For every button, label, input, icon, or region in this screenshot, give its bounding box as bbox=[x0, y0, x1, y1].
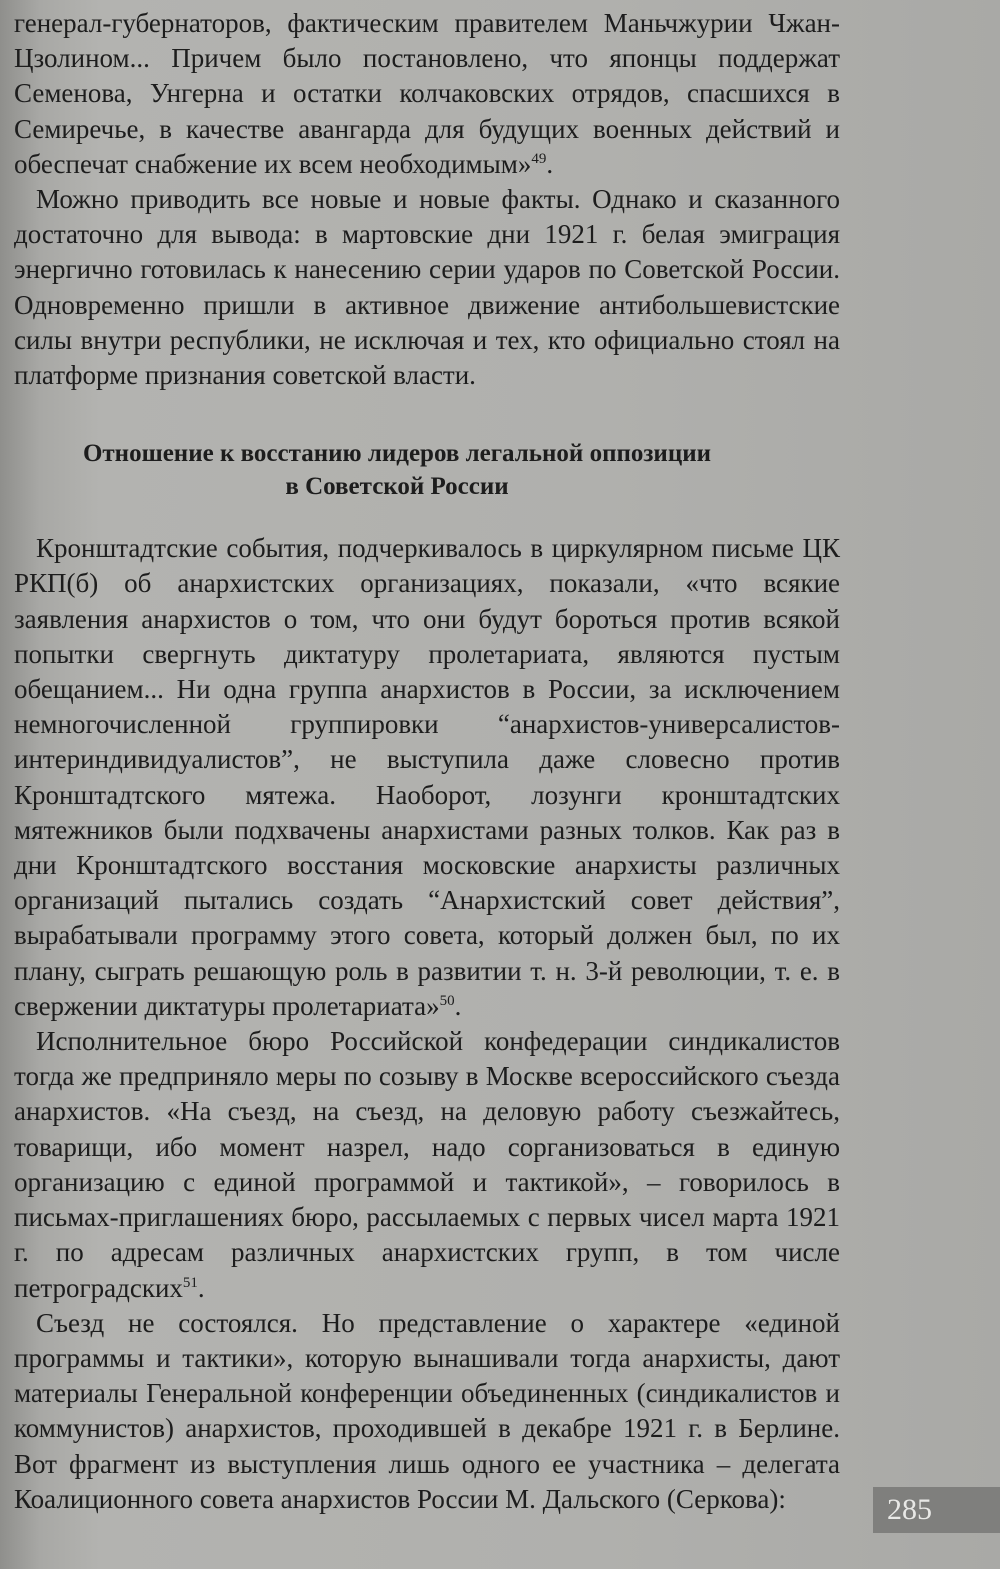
footnote-ref-50[interactable]: 50 bbox=[439, 992, 455, 1009]
paragraph-4-tail: . bbox=[197, 1272, 205, 1303]
paragraph-5 bbox=[14, 1306, 840, 1517]
paragraph-4-text: Исполнительное бюро Российской конфедерации синдикалистов тогда же предприняло меры по созыву в Москве всероссийского съезда анархистов. «На съезд, на съезд, на деловую работу съезжайтесь, товарищи, ибо момент назрел, надо сорганизоваться в единую организацию с единой программой и тактикой», – говорилось в письмах-приглашениях бюро, рассылаемых с первых чисел марта 1921 г. по адресам различных анархистских групп, в том числе петроградских bbox=[14, 1026, 840, 1303]
paragraph-2-text: Можно приводить все новые и новые факты. Однако и сказанного достаточно для вывода: в мартовские дни 1921 г. белая эмиграция энергично готовилась к нанесению серии ударов по Советской России. Одновременно пришли в активное движение антибольшевистские силы внутри республики, не исключая и тех, кто официально стоял на платформе признания советской власти. bbox=[14, 184, 840, 391]
section-heading-line-2: в Советской России bbox=[285, 473, 509, 501]
footnote-ref-49[interactable]: 49 bbox=[531, 150, 547, 167]
page-number: 285 bbox=[873, 1487, 1000, 1533]
paragraph-3-tail: . bbox=[454, 990, 462, 1021]
paragraph-1-text: генерал-губернаторов, фактическим правителем Маньчжурии Чжан-Цзолином... Причем было постановлено, что японцы поддержат Семенова, Унгерна и остатки колчаковских отрядов, спасшихся в Семиречье, в качестве авангарда для будущих военных действий и обеспечат снабжение их всем необходимым» bbox=[14, 8, 840, 179]
section-heading bbox=[14, 437, 840, 503]
page-text bbox=[14, 6, 840, 1517]
paragraph-1 bbox=[14, 6, 840, 182]
paragraph-1-tail: . bbox=[546, 148, 554, 179]
section-heading-line-1: Отношение к восстанию лидеров легальной оппозиции bbox=[82, 440, 712, 468]
paragraph-3-text: Кронштадтские события, подчеркивалось в циркулярном письме ЦК РКП(б) об анархистских организациях, показали, «что всякие заявления анархистов о том, что они будут бороться против всякой попытки свергнуть диктатуру пролетариата, являются пустым обещанием... Ни одна группа анархистов в России, за исключением немногочисленной группировки “анархистов-универсалистов-интериндивидуалистов”, не выступила даже словесно против Кронштадтского мятежа. Наоборот, лозунги кронштадтских мятежников были подхвачены анархистами разных толков. Как раз в дни Кронштадтского восстания московские анархисты различных организаций пытались создать “Анархистский совет действия”, вырабатывали программу этого совета, который должен был, по их плану, сыграть решающую роль в развитии т. н. 3-й революции, т. е. в свержении диктатуры пролетариата» bbox=[14, 533, 840, 1021]
paragraph-5-text: Съезд не состоялся. Но представление о характере «единой программы и тактики», которую вынашивали тогда анархисты, дают материалы Генеральной конференции объединенных (синдикалистов и коммунистов) анархистов, проходившей в декабре 1921 г. в Берлине. Вот фрагмент из выступления лишь одного ее участника – делегата Коалиционного совета анархистов России М. Дальского (Серкова): bbox=[14, 1307, 840, 1514]
footnote-ref-51[interactable]: 51 bbox=[182, 1274, 198, 1291]
paragraph-2 bbox=[14, 182, 840, 393]
paragraph-3 bbox=[14, 531, 840, 1024]
paragraph-4 bbox=[14, 1024, 840, 1306]
